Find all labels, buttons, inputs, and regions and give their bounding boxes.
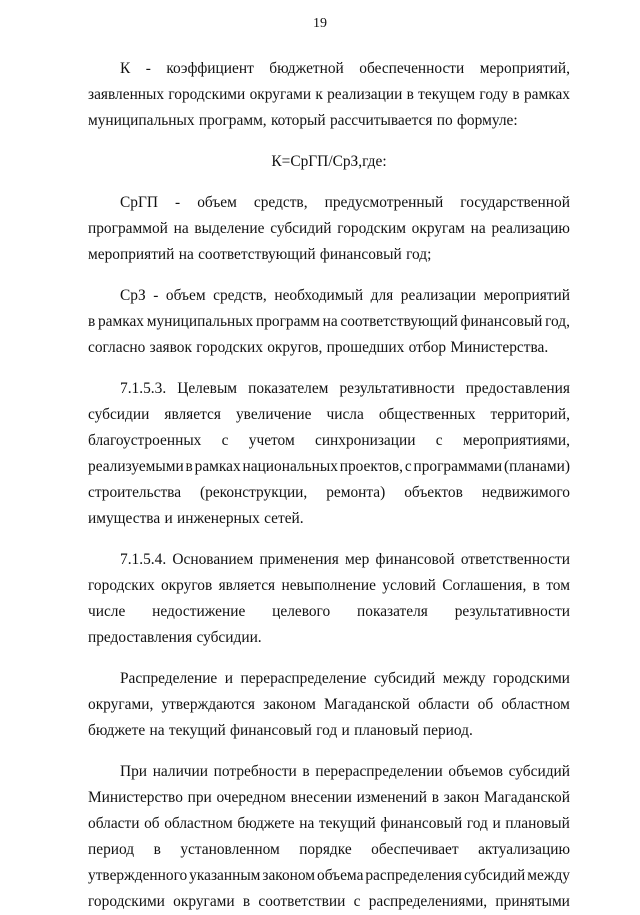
word: субсидии. — [196, 629, 262, 646]
word: обеспечивает — [371, 841, 459, 858]
word: на — [149, 722, 165, 739]
word: финансовой — [375, 551, 455, 568]
word: рассчитывается — [329, 112, 433, 129]
word: с — [404, 458, 412, 475]
word: который — [270, 112, 326, 129]
word: в — [512, 86, 520, 103]
word: Целевым — [177, 380, 238, 397]
word: период. — [422, 722, 473, 739]
paragraph-gap — [88, 361, 570, 376]
word: округами — [173, 893, 235, 910]
word: (планами) — [503, 458, 570, 475]
word: невыполнение — [281, 577, 376, 594]
word: установленном — [180, 841, 280, 858]
word: городских — [196, 339, 263, 356]
word: к — [315, 86, 323, 103]
word: принятыми — [495, 893, 570, 910]
word: Магаданской — [323, 696, 410, 713]
word: мероприятиями, — [462, 432, 570, 449]
text-line — [88, 283, 570, 309]
word: средств, — [213, 287, 267, 304]
text-line — [88, 108, 570, 134]
word: при — [187, 789, 212, 806]
word: год, — [545, 313, 570, 330]
word: Основанием — [172, 551, 254, 568]
word: обеспеченности — [359, 60, 465, 77]
word: согласно — [88, 339, 146, 356]
text-line — [88, 149, 570, 175]
text-line — [88, 56, 570, 82]
word: очередном — [216, 789, 286, 806]
word: году — [479, 86, 509, 103]
text-line — [88, 335, 570, 361]
word: объем — [165, 287, 206, 304]
word: для — [370, 287, 394, 304]
word: выделение — [194, 220, 265, 237]
word: областном — [164, 815, 233, 832]
word: Министерство — [88, 789, 183, 806]
text-line — [88, 242, 570, 268]
word: об — [477, 696, 494, 713]
word: финансовый — [460, 313, 543, 330]
word: перераспределении — [315, 763, 443, 780]
word: Соглашения, — [442, 577, 527, 594]
word: условий — [382, 577, 436, 594]
word: показателем — [248, 380, 329, 397]
paragraph-gap — [88, 532, 570, 547]
word: программой — [88, 220, 168, 237]
word: К — [271, 153, 282, 170]
word: городских — [88, 577, 155, 594]
word: недвижимого — [481, 484, 570, 501]
word: - — [145, 60, 151, 77]
word: округам — [411, 220, 465, 237]
word: числа — [326, 406, 364, 423]
text-line — [88, 82, 570, 108]
text-line — [88, 190, 570, 216]
word: утвержденного — [88, 867, 188, 884]
word: плановый — [354, 722, 419, 739]
word: изменений — [356, 789, 428, 806]
word: рамках — [97, 313, 145, 330]
word: числе — [88, 603, 126, 620]
word: округами, — [88, 696, 154, 713]
word: рамках — [523, 86, 570, 103]
word: законом — [263, 696, 316, 713]
word: СрГП — [290, 153, 329, 170]
word: с — [353, 893, 361, 910]
word: текущем — [418, 86, 476, 103]
word: субсидий — [270, 220, 332, 237]
word: с — [435, 432, 443, 449]
word: закон — [443, 789, 480, 806]
word: в — [88, 313, 96, 330]
formula — [88, 149, 570, 175]
word: порядке — [299, 841, 352, 858]
word: в — [532, 577, 540, 594]
text-line — [88, 506, 570, 532]
word: наличии — [152, 763, 209, 780]
text-line — [88, 692, 570, 718]
word: ответственности — [460, 551, 570, 568]
word: период — [88, 841, 135, 858]
text-line — [88, 889, 570, 915]
paragraph-gap — [88, 268, 570, 283]
word: государственной — [460, 194, 570, 211]
word: К — [120, 60, 131, 77]
paragraph — [88, 547, 570, 651]
word: результативности — [454, 603, 570, 620]
word: формуле: — [456, 112, 518, 129]
word: реализации — [400, 287, 477, 304]
paragraph — [88, 56, 570, 134]
word: год — [316, 722, 338, 739]
word: потребности — [213, 763, 297, 780]
word: является — [164, 406, 221, 423]
text-line — [88, 573, 570, 599]
word: субсидии — [88, 406, 150, 423]
word: в — [242, 893, 251, 910]
text-line — [88, 863, 570, 889]
word: (реконструкции, — [200, 484, 308, 501]
word: актуализацию — [478, 841, 570, 858]
word: целевого — [272, 603, 331, 620]
word: областном — [501, 696, 570, 713]
word: субсидий — [463, 867, 526, 884]
word: необходимый — [274, 287, 364, 304]
paragraph-gap — [88, 134, 570, 149]
word: городскими — [493, 670, 570, 687]
word: проектов, — [339, 458, 403, 475]
word: применения — [259, 551, 339, 568]
word: субсидий — [508, 763, 570, 780]
word: соответствующий — [198, 246, 316, 263]
word: инженерных — [177, 510, 260, 527]
word: муниципальных — [88, 112, 195, 129]
word: - — [153, 287, 159, 304]
paragraph — [88, 759, 570, 915]
word: имущества — [88, 510, 161, 527]
word: реализацию — [491, 220, 570, 237]
word: Магаданской — [483, 789, 570, 806]
word: округов — [160, 577, 213, 594]
word: Министерства. — [450, 339, 549, 356]
word: синхронизации — [314, 432, 416, 449]
word: распределениями, — [368, 893, 488, 910]
text-line — [88, 309, 570, 335]
word: ремонта) — [326, 484, 386, 501]
word: программ — [255, 313, 320, 330]
word: финансовый — [319, 246, 402, 263]
word: и — [164, 510, 173, 527]
text-line — [88, 785, 570, 811]
word: заявок — [149, 339, 192, 356]
text-line — [88, 454, 570, 480]
word: на — [173, 220, 189, 237]
word: по — [436, 112, 453, 129]
paragraph — [88, 190, 570, 268]
document-body — [88, 56, 570, 915]
word: заявленных — [88, 86, 165, 103]
word: области — [88, 815, 140, 832]
word: на — [322, 313, 338, 330]
word: / — [328, 153, 333, 170]
word: недостижение — [152, 603, 246, 620]
word: бюджете — [237, 815, 295, 832]
paragraph-gap — [88, 744, 570, 759]
word: мероприятий, — [479, 60, 570, 77]
word: на — [178, 246, 194, 263]
word: на — [299, 815, 315, 832]
text-line — [88, 599, 570, 625]
word: общественных — [378, 406, 476, 423]
word: СрГП — [120, 194, 158, 211]
word: муниципальных — [146, 313, 254, 330]
word: год; — [406, 246, 432, 263]
word: и — [224, 670, 233, 687]
text-line — [88, 718, 570, 744]
word: городским — [337, 220, 406, 237]
word: средств, — [253, 194, 308, 211]
word: округами — [249, 86, 312, 103]
word: городскими — [168, 86, 246, 103]
word: реализации — [327, 86, 403, 103]
text-line — [88, 480, 570, 506]
word: предоставления — [88, 629, 193, 646]
word: где: — [362, 153, 387, 170]
word: плановый — [505, 815, 570, 832]
text-line — [88, 666, 570, 692]
word: внесении — [290, 789, 352, 806]
word: финансовый — [380, 815, 463, 832]
text-line — [88, 216, 570, 242]
word: сетей. — [264, 510, 304, 527]
word: финансовый — [230, 722, 312, 739]
word: области — [418, 696, 470, 713]
word: строительства — [88, 484, 182, 501]
word: распределения — [365, 867, 463, 884]
word: национальных — [242, 458, 338, 475]
word: субсидий — [373, 670, 436, 687]
word: год — [466, 815, 488, 832]
word: указанным — [189, 867, 261, 884]
word: благоустроенных — [88, 432, 202, 449]
word: увеличение — [235, 406, 312, 423]
word: об — [144, 815, 160, 832]
word: и — [492, 815, 501, 832]
word: в — [153, 841, 161, 858]
word: с — [221, 432, 229, 449]
paragraph — [88, 376, 570, 532]
word: бюджетной — [269, 60, 344, 77]
word: прошедших — [326, 339, 405, 356]
word: законом — [262, 867, 316, 884]
word: реализуемыми — [88, 458, 184, 475]
paragraph — [88, 666, 570, 744]
word: предоставления — [465, 380, 570, 397]
word: соответствующий — [340, 313, 458, 330]
paragraph-gap — [88, 175, 570, 190]
word: - — [175, 194, 181, 211]
word: предусмотренный — [324, 194, 444, 211]
word: рамках — [194, 458, 241, 475]
word: объемов — [448, 763, 504, 780]
word: территорий, — [490, 406, 570, 423]
text-line — [88, 428, 570, 454]
text-line — [88, 376, 570, 402]
word: 7.1.5.3. — [120, 380, 167, 397]
word: является — [218, 577, 276, 594]
word: утверждаются — [161, 696, 255, 713]
word: мероприятий — [88, 246, 175, 263]
text-line — [88, 811, 570, 837]
word: Распределение — [120, 670, 218, 687]
word: соответствии — [258, 893, 346, 910]
word: объема — [317, 867, 364, 884]
word: в — [185, 458, 193, 475]
word: текущий — [168, 722, 226, 739]
word: отбор — [408, 339, 447, 356]
word: СрЗ — [120, 287, 146, 304]
page-number: 19 — [313, 16, 327, 31]
paragraph-gap — [88, 651, 570, 666]
text-line — [88, 402, 570, 428]
word: результативности — [339, 380, 455, 397]
word: мер — [345, 551, 370, 568]
word: учетом — [248, 432, 295, 449]
word: на — [470, 220, 486, 237]
word: городскими — [88, 893, 165, 910]
word: бюджете — [88, 722, 146, 739]
word: программ, — [198, 112, 267, 129]
word: том — [546, 577, 570, 594]
word: в — [302, 763, 310, 780]
word: текущий — [318, 815, 376, 832]
word: между — [527, 867, 570, 884]
word: округов, — [267, 339, 323, 356]
word: показателя — [357, 603, 428, 620]
word: и — [341, 722, 350, 739]
text-line — [88, 625, 570, 651]
word: объектов — [404, 484, 463, 501]
word: При — [120, 763, 148, 780]
word: перераспределение — [240, 670, 367, 687]
word: СрЗ, — [332, 153, 363, 170]
word: программами — [413, 458, 503, 475]
word: объем — [197, 194, 237, 211]
word: коэффициент — [166, 60, 254, 77]
word: в — [431, 789, 440, 806]
word: 7.1.5.4. — [120, 551, 167, 568]
word: мероприятий — [483, 287, 570, 304]
text-line — [88, 759, 570, 785]
word: = — [281, 153, 291, 170]
text-line — [88, 547, 570, 573]
text-line — [88, 837, 570, 863]
word: в — [406, 86, 414, 103]
word: между — [442, 670, 486, 687]
paragraph — [88, 283, 570, 361]
